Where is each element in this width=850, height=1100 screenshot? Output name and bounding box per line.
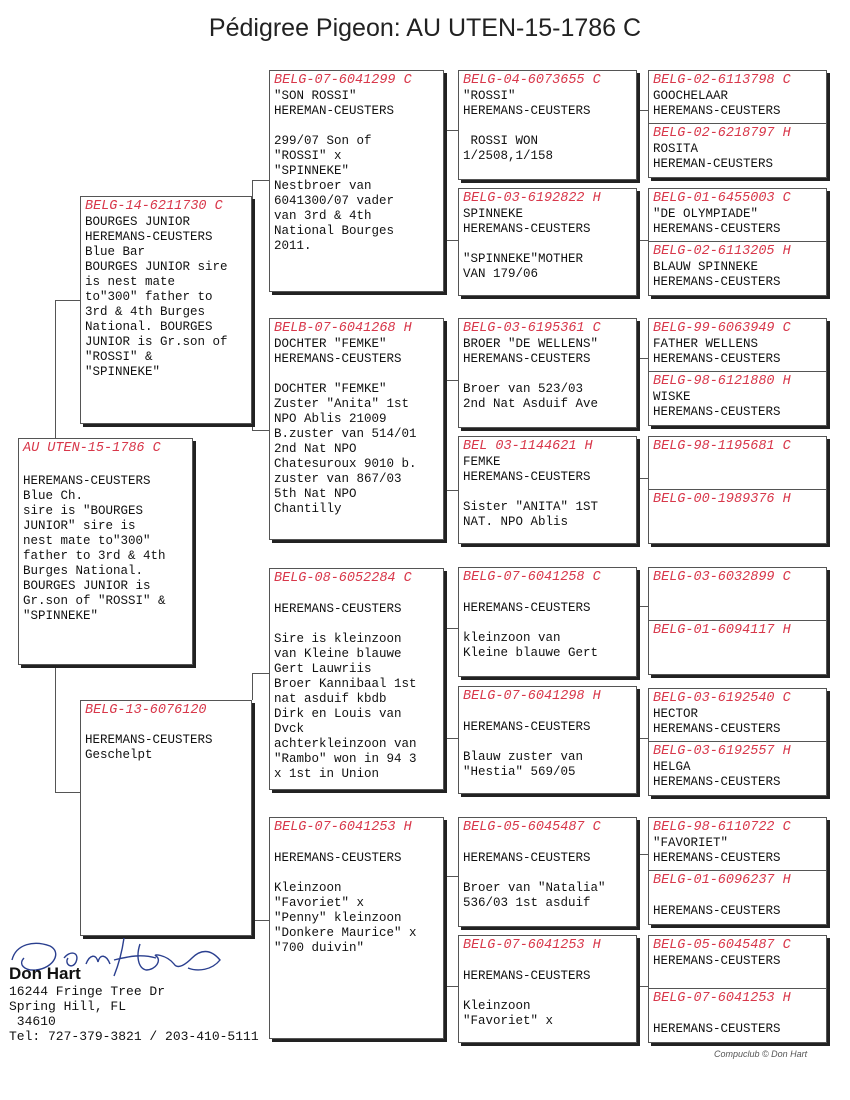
owner-address-line: Spring Hill, FL (9, 999, 127, 1014)
pigeon-description: FEMKE HEREMANS-CEUSTERS Sister "ANITA" 1ST NAT. NPO Ablis (463, 455, 599, 529)
connector-line (252, 673, 253, 700)
pigeon-description: HEREMANS-CEUSTERS Kleinzoon "Favoriet" x "Penny" kleinzoon "Donkere Maurice" x "700 duivin" (274, 851, 417, 955)
ancestor-pair-card (648, 70, 827, 178)
connector-line (252, 430, 269, 431)
ancestor-slot (649, 568, 826, 620)
great-grandparent-card (458, 686, 637, 794)
great-grandparent-card (458, 935, 637, 1043)
grandparent-card (269, 70, 444, 292)
ancestor-slot (649, 319, 826, 371)
ring-number: BELG-01-6455003 C (653, 191, 791, 206)
ring-number: BELG-99-6063949 C (653, 321, 791, 336)
ancestor-slot (649, 123, 826, 172)
pigeon-description: HECTOR HEREMANS-CEUSTERS (653, 707, 781, 736)
ring-number: BELG-13-6076120 (85, 703, 207, 718)
ring-number: BELG-03-6032899 C (653, 570, 791, 585)
ancestor-slot (649, 988, 826, 1037)
ancestor-slot (649, 241, 826, 290)
ancestor-pair-card (648, 817, 827, 925)
pigeon-description: HEREMANS-CEUSTERS Broer van "Natalia" 536/03 1st asduif (463, 851, 606, 910)
ring-number: BELG-14-6211730 C (85, 199, 223, 214)
connector-line (55, 665, 56, 792)
ancestor-slot (649, 371, 826, 420)
ancestor-pair-card (648, 935, 827, 1043)
ring-number: BELG-02-6218797 H (653, 126, 791, 141)
sire-card (80, 196, 252, 424)
connector-line (444, 240, 458, 241)
pigeon-description: HELGA HEREMANS-CEUSTERS (653, 760, 781, 789)
ring-number: BELG-02-6113205 H (653, 244, 791, 259)
connector-line (637, 478, 648, 479)
pigeon-description: BOURGES JUNIOR HEREMANS-CEUSTERS Blue Bar BOURGES JUNIOR sire is nest mate to"300" father to 3rd & 4th Burges National. BOURGES JUNIOR is Gr.son of "ROSSI" & "SPINNEKE" (85, 215, 228, 379)
pigeon-description: HEREMANS-CEUSTERS Kleinzoon "Favoriet" x (463, 969, 591, 1028)
ring-number: BELG-05-6045487 C (653, 938, 791, 953)
connector-line (444, 738, 458, 739)
dam-card (80, 700, 252, 936)
pigeon-description: HEREMANS-CEUSTERS Blauw zuster van "Hestia" 569/05 (463, 720, 591, 779)
great-grandparent-card (458, 817, 637, 927)
connector-line (444, 876, 458, 877)
owner-phone: Tel: 727-379-3821 / 203-410-5111 (9, 1029, 259, 1044)
pigeon-description: WISKE HEREMANS-CEUSTERS (653, 390, 781, 419)
subject-card (18, 438, 193, 665)
great-grandparent-card (458, 436, 637, 544)
connector-line (637, 110, 648, 111)
owner-name: Don Hart (9, 964, 81, 983)
ancestor-slot (649, 71, 826, 123)
pigeon-description: HEREMANS-CEUSTERS (653, 1022, 781, 1036)
pigeon-description: BROER "DE WELLENS" HEREMANS-CEUSTERS Broer van 523/03 2nd Nat Asduif Ave (463, 337, 599, 411)
connector-line (637, 358, 648, 359)
ancestor-slot (649, 689, 826, 741)
ring-number: BELG-98-1195681 C (653, 439, 791, 454)
pigeon-description: "FAVORIET" HEREMANS-CEUSTERS (653, 836, 781, 865)
ancestor-pair-card (648, 188, 827, 296)
ancestor-pair-card (648, 567, 827, 675)
ancestor-slot (649, 741, 826, 790)
ancestor-pair-card (648, 688, 827, 796)
pigeon-description: HEREMANS-CEUSTERS Sire is kleinzoon van Kleine blauwe Gert Lauwriis Broer Kannibaal 1st nat asduif kbdb Dirk en Louis van Dvck achterkleinzoon van "Rambo" won in 94 3 x 1st in Union (274, 602, 417, 781)
ancestor-slot (649, 936, 826, 988)
ring-number: BELG-02-6113798 C (653, 73, 791, 88)
great-grandparent-card (458, 188, 637, 296)
ring-number: BELG-03-6195361 C (463, 321, 601, 336)
connector-line (252, 390, 253, 430)
ring-number: BELG-07-6041299 C (274, 73, 412, 88)
pigeon-description: HEREMANS-CEUSTERS kleinzoon van Kleine blauwe Gert (463, 601, 599, 660)
pigeon-description: GOOCHELAAR HEREMANS-CEUSTERS (653, 89, 781, 118)
connector-line (637, 240, 648, 241)
footer-credit: Compuclub © Don Hart (714, 1049, 808, 1059)
ring-number: BELG-03-6192540 C (653, 691, 791, 706)
grandparent-card (269, 817, 444, 1039)
grandparent-card (269, 568, 444, 790)
ancestor-slot (649, 189, 826, 241)
pigeon-description: "ROSSI" HEREMANS-CEUSTERS ROSSI WON 1/2508,1/158 (463, 89, 591, 163)
pigeon-description: HEREMANS-CEUSTERS (653, 904, 781, 918)
connector-line (55, 300, 56, 438)
pigeon-description: HEREMANS-CEUSTERS (653, 954, 781, 968)
ancestor-slot (649, 818, 826, 870)
connector-line (252, 920, 269, 921)
ring-number: BELG-04-6073655 C (463, 73, 601, 88)
connector-line (444, 986, 458, 987)
pigeon-description: HEREMANS-CEUSTERS Blue Ch. sire is "BOURGES JUNIOR" sire is nest mate to"300" father to 3rd & 4th Burges National. BOURGES JUNIOR is Gr.son of "ROSSI" & "SPINNEKE" (23, 474, 166, 623)
connector-line (252, 880, 253, 920)
pigeon-description: HEREMANS-CEUSTERS Geschelpt (85, 733, 213, 762)
connector-line (637, 986, 648, 987)
ring-number: BELG-05-6045487 C (463, 820, 601, 835)
pigeon-description: "SON ROSSI" HEREMAN-CEUSTERS 299/07 Son of "ROSSI" x "SPINNEKE" Nestbroer van 6041300/07 vader van 3rd & 4th National Bourges 2011. (274, 89, 395, 253)
ring-number: BELG-07-6041258 C (463, 570, 601, 585)
ring-number: BEL 03-1144621 H (463, 439, 593, 454)
great-grandparent-card (458, 318, 637, 428)
ancestor-slot (649, 620, 826, 639)
owner-address-line: 16244 Fringe Tree Dr (9, 984, 166, 999)
ring-number: BELG-07-6041253 H (274, 820, 412, 835)
pigeon-description: DOCHTER "FEMKE" HEREMANS-CEUSTERS DOCHTER "FEMKE" Zuster "Anita" 1st NPO Ablis 21009 B.zuster van 514/01 2nd Nat NPO Chatesuroux 9010 b. zuster van 867/03 5th Nat NPO Chantilly (274, 337, 417, 516)
great-grandparent-card (458, 567, 637, 677)
pigeon-description: BLAUW SPINNEKE HEREMANS-CEUSTERS (653, 260, 781, 289)
pigeon-description: FATHER WELLENS HEREMANS-CEUSTERS (653, 337, 781, 366)
ancestor-pair-card (648, 318, 827, 426)
page-title: Pédigree Pigeon: AU UTEN-15-1786 C (208, 14, 642, 42)
ring-number: AU UTEN-15-1786 C (23, 441, 161, 456)
ring-number: BELG-07-6041298 H (463, 689, 601, 704)
grandparent-card (269, 318, 444, 540)
connector-line (252, 673, 269, 674)
connector-line (444, 628, 458, 629)
pigeon-description: SPINNEKE HEREMANS-CEUSTERS "SPINNEKE"MOTHER VAN 179/06 (463, 207, 591, 281)
owner-block (9, 964, 259, 1044)
connector-line (444, 130, 458, 131)
connector-line (252, 180, 253, 220)
ring-number: BELG-00-1989376 H (653, 492, 791, 507)
ancestor-pair-card (648, 436, 827, 544)
pigeon-description: ROSITA HEREMAN-CEUSTERS (653, 142, 774, 171)
ring-number: BELG-03-6192557 H (653, 744, 791, 759)
connector-line (637, 606, 648, 607)
pigeon-description: "DE OLYMPIADE" HEREMANS-CEUSTERS (653, 207, 781, 236)
connector-line (637, 738, 648, 739)
ring-number: BELG-01-6094117 H (653, 623, 791, 638)
connector-line (252, 180, 269, 181)
connector-line (637, 854, 648, 855)
ring-number: BELG-07-6041253 H (463, 938, 601, 953)
ancestor-slot (649, 489, 826, 508)
connector-line (55, 792, 80, 793)
ring-number: BELG-98-6110722 C (653, 820, 791, 835)
ancestor-slot (649, 870, 826, 919)
owner-address-line: 34610 (9, 1014, 56, 1029)
ancestor-slot (649, 437, 826, 489)
ring-number: BELG-08-6052284 C (274, 571, 412, 586)
connector-line (55, 300, 80, 301)
ring-number: BELG-07-6041253 H (653, 991, 791, 1006)
ring-number: BELG-03-6192822 H (463, 191, 601, 206)
great-grandparent-card (458, 70, 637, 180)
connector-line (444, 380, 458, 381)
ring-number: BELG-01-6096237 H (653, 873, 791, 888)
connector-line (444, 490, 458, 491)
ring-number: BELG-98-6121880 H (653, 374, 791, 389)
ring-number: BELB-07-6041268 H (274, 321, 412, 336)
